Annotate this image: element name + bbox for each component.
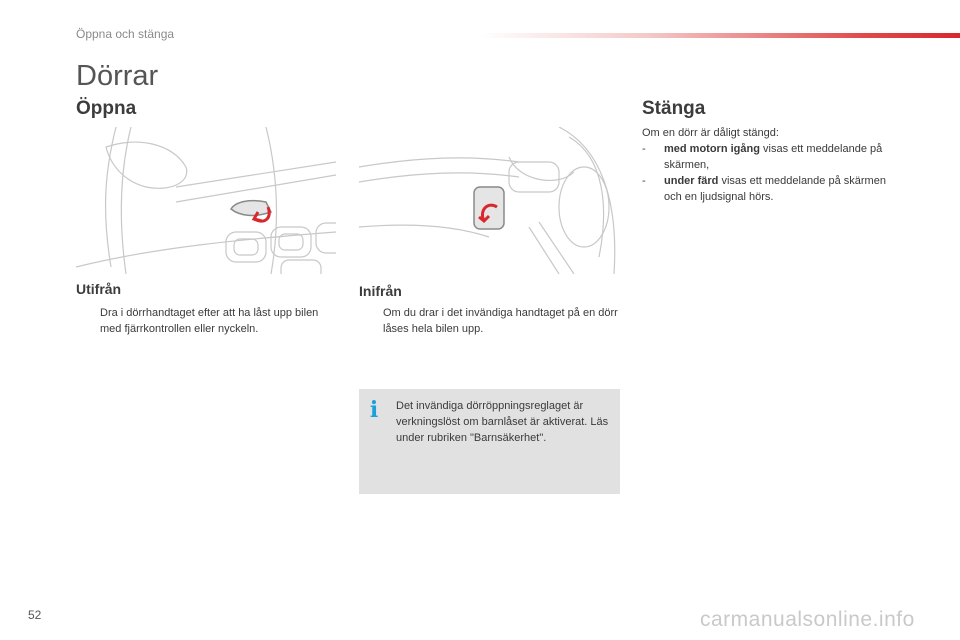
close-heading: Stänga <box>642 98 706 119</box>
info-note <box>359 389 620 494</box>
outside-instruction <box>76 305 336 337</box>
inside-instruction-text: Om du drar i det invändiga handtaget på en dörr låses hela bilen upp. <box>383 307 618 335</box>
outside-handle-illustration <box>76 127 336 274</box>
header-accent-bar <box>480 33 960 38</box>
inside-handle-illustration <box>359 127 619 274</box>
list-item-bold: under färd <box>664 175 719 187</box>
outside-heading: Utifrån <box>76 281 122 297</box>
list-item <box>642 173 902 205</box>
info-note-text: Det invändiga dörröppningsreglaget är verkningslöst om barnlåset är aktiverat. Läs under rubriken "Barnsäkerhet". <box>396 400 609 444</box>
list-dash: - <box>642 143 646 155</box>
list-item-rest: visas ett meddelande på skärmen och en ljudsignal hörs. <box>664 175 886 203</box>
close-list <box>642 141 902 205</box>
close-intro: Om en dörr är dåligt stängd: <box>642 127 779 139</box>
bullet-arrow-icon <box>76 305 100 337</box>
car-interior-door-drawing <box>359 127 619 274</box>
list-dash: - <box>642 175 646 187</box>
info-icon: i <box>369 397 379 423</box>
running-header: Öppna och stänga <box>76 27 175 41</box>
outside-instruction-text: Dra i dörrhandtaget efter att ha låst upp bilen med fjärrkontrollen eller nyckeln. <box>100 307 319 335</box>
bullet-arrow-icon <box>359 305 383 337</box>
open-heading: Öppna <box>76 98 137 119</box>
inside-heading: Inifrån <box>359 283 402 299</box>
page-number: 52 <box>28 608 42 622</box>
page-title: Dörrar <box>76 60 159 92</box>
list-item-text <box>664 141 902 173</box>
car-exterior-door-drawing <box>76 127 336 274</box>
list-item-rest: visas ett meddelande på skärmen, <box>664 143 883 171</box>
watermark: carmanualsonline.info <box>700 608 915 631</box>
list-item <box>642 141 902 173</box>
list-item-text <box>664 173 902 205</box>
inside-instruction <box>359 305 621 337</box>
list-item-bold: med motorn igång <box>664 143 760 155</box>
